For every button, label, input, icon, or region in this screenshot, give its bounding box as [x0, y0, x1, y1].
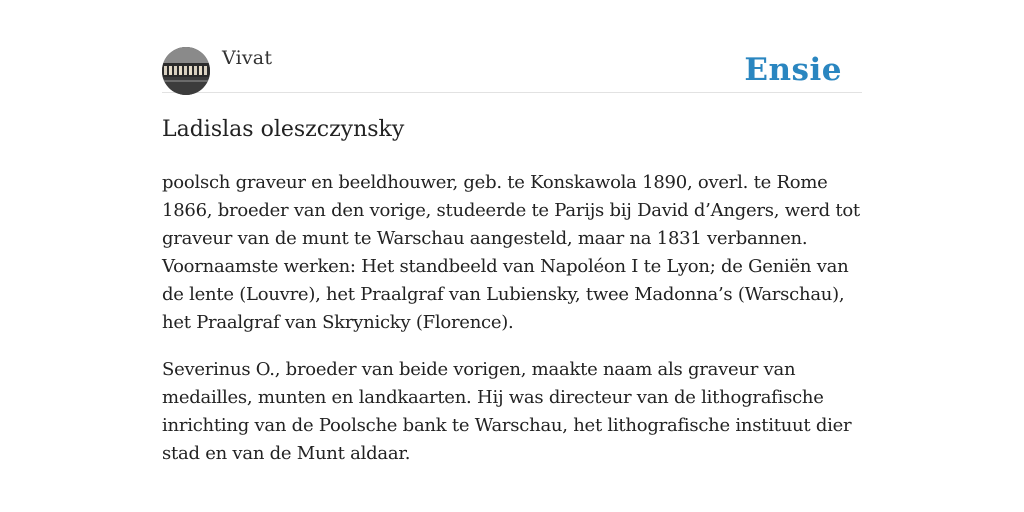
page-container: [162, 0, 862, 464]
entry-paragraph: Severinus O., broeder van beide vorigen, maakte naam als graveur van medailles, munten en landkaarten. Hij was directeur van de lithografische inrichting van de Poolsche bank te Warschau, het lithografische instituut dier stad en van de Munt aldaar.: [162, 359, 852, 464]
entry-body: [162, 169, 862, 487]
author-name[interactable]: Vivat: [222, 47, 273, 69]
entry-title: Ladislas oleszczynsky: [162, 117, 405, 142]
brand-logo[interactable]: Ensie: [744, 52, 842, 88]
author-avatar[interactable]: [162, 47, 210, 95]
entry-paragraph: poolsch graveur en beeldhouwer, geb. te Konskawola 1890, overl. te Rome 1866, broeder van den vorige, studeerde te Parijs bij David d’Angers, werd tot graveur van de munt te Warschau aangesteld, maar na 1831 verbannen. Voornaamste werken: Het standbeeld van Napoléon I te Lyon; de Geniën van de lente (Louvre), het Praalgraf van Lubiensky, twee Madonna’s (Warschau), het Praalgraf van Skrynicky (Florence).: [162, 172, 860, 333]
header: [162, 0, 862, 93]
typewriter-icon: [162, 47, 210, 95]
